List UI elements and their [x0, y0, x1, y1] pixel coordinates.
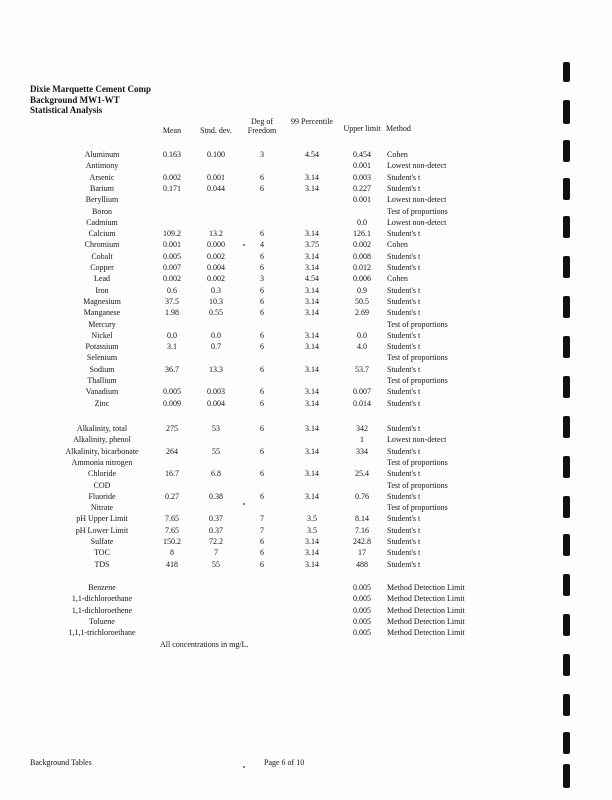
- std-dev-value: 0.001: [207, 172, 225, 182]
- substance-name: Manganese: [83, 308, 121, 318]
- table-row: [0, 161, 612, 172]
- upper-limit-value: 334: [356, 446, 368, 456]
- percentile-value: 4.54: [305, 274, 319, 284]
- mean-value: 275: [166, 424, 178, 433]
- substance-name: 1,1-dichloroethane: [71, 594, 133, 604]
- substance-name: Cobalt: [91, 251, 113, 261]
- upper-limit-value: 0.0: [357, 330, 367, 340]
- upper-limit-value: 0.005: [353, 628, 371, 638]
- substance-name: Zinc: [94, 398, 110, 408]
- percentile-value: 3.14: [305, 559, 319, 569]
- mean-value: 418: [166, 559, 178, 569]
- method-value: Cohen: [387, 240, 408, 250]
- mean-value: 7.65: [165, 525, 179, 535]
- substance-name: Nitrate: [90, 503, 114, 513]
- std-dev-value: 0.002: [207, 274, 225, 284]
- upper-limit-value: 2.69: [355, 308, 369, 318]
- document-header: [30, 84, 151, 116]
- percentile-value: 3.14: [305, 308, 319, 318]
- percentile-value: 3.14: [305, 296, 319, 306]
- footer-label: Background Tables: [30, 758, 92, 767]
- table-row: [0, 469, 612, 480]
- mean-value: 0.6: [167, 285, 177, 295]
- percentile-value: 3.75: [305, 240, 319, 250]
- table-row: [0, 617, 612, 628]
- method-value: Method Detection Limit: [387, 605, 465, 615]
- mean-value: 0.0: [167, 330, 177, 340]
- method-value: Method Detection Limit: [387, 594, 465, 604]
- substance-name: Chloride: [88, 469, 116, 479]
- std-dev-value: 0.55: [209, 308, 223, 318]
- upper-limit-value: 50.5: [355, 296, 369, 306]
- punch-mark: [563, 654, 570, 676]
- substance-name: Arsenic: [89, 172, 115, 182]
- percentile-value: 3.14: [305, 330, 319, 340]
- method-value: Test of proportions: [387, 206, 448, 216]
- table-row: [0, 594, 612, 605]
- col-dof: Deg of Freedom: [247, 117, 277, 135]
- method-value: Method Detection Limit: [387, 583, 465, 592]
- degrees-freedom-value: 3: [260, 274, 264, 284]
- upper-limit-value: 0.008: [353, 251, 371, 261]
- upper-limit-value: 242.8: [353, 537, 371, 546]
- upper-limit-value: 0.76: [355, 491, 369, 501]
- method-value: Student's t: [387, 525, 421, 535]
- table-row: [0, 184, 612, 195]
- upper-limit-value: 0.005: [353, 605, 371, 615]
- degrees-freedom-value: 6: [260, 446, 264, 456]
- substance-name: Fluoride: [88, 491, 116, 501]
- degrees-freedom-value: 6: [260, 424, 264, 433]
- substance-name: Ammonia nitrogen: [71, 457, 133, 467]
- method-value: Student's t: [387, 308, 421, 318]
- units-note: All concentrations in mg/L.: [160, 640, 249, 649]
- table-row: [0, 207, 612, 218]
- std-dev-value: 10.3: [209, 296, 223, 306]
- upper-limit-value: 0.227: [353, 183, 371, 193]
- substance-name: COD: [93, 480, 111, 490]
- method-value: Student's t: [387, 491, 421, 501]
- upper-limit-value: 17: [358, 548, 366, 558]
- table-row: [0, 173, 612, 184]
- std-dev-value: 0.004: [207, 398, 225, 408]
- mean-value: 8: [170, 548, 174, 558]
- upper-limit-value: 0.454: [353, 150, 371, 159]
- method-value: Lowest non-detect: [387, 217, 447, 227]
- upper-limit-value: 25.4: [355, 469, 369, 479]
- mean-value: 0.009: [163, 398, 181, 408]
- upper-limit-value: 126.1: [353, 229, 371, 239]
- mean-value: 37.5: [165, 296, 179, 306]
- method-value: Student's t: [387, 398, 421, 408]
- mean-value: 0.163: [163, 150, 181, 159]
- substance-name: Boron: [92, 206, 112, 216]
- table-row: [0, 526, 612, 537]
- degrees-freedom-value: 6: [260, 559, 264, 569]
- degrees-freedom-value: 6: [260, 183, 264, 193]
- method-value: Student's t: [387, 387, 421, 397]
- table-row: [0, 387, 612, 398]
- substance-name: Lead: [94, 274, 110, 284]
- table-row: [0, 399, 612, 410]
- std-dev-value: 0.100: [207, 150, 225, 159]
- percentile-value: 3.14: [305, 364, 319, 374]
- punch-mark: [563, 764, 570, 788]
- substance-name: Vanadium: [85, 387, 119, 397]
- upper-limit-value: 0.0: [357, 217, 367, 227]
- method-value: Test of proportions: [387, 353, 448, 363]
- substance-name: 1,1,1-trichloroethane: [68, 628, 136, 638]
- degrees-freedom-value: 7: [260, 525, 264, 535]
- std-dev-value: 7: [214, 548, 218, 558]
- method-value: Cohen: [387, 150, 408, 159]
- upper-limit-value: 0.9: [357, 285, 367, 295]
- substance-name: Magnesium: [83, 296, 121, 306]
- table-row: [0, 308, 612, 319]
- table-row: [0, 376, 612, 387]
- degrees-freedom-value: 3: [260, 150, 264, 159]
- mean-value: 150.2: [163, 537, 181, 546]
- table-row: [0, 424, 612, 435]
- mean-value: 0.002: [163, 172, 181, 182]
- table-row: [0, 274, 612, 285]
- upper-limit-value: 53.7: [355, 364, 369, 374]
- table-row: [0, 447, 612, 458]
- substance-name: Copper: [90, 263, 114, 272]
- std-dev-value: 0.37: [209, 525, 223, 535]
- table-row: [0, 195, 612, 206]
- percentile-value: 3.14: [305, 491, 319, 501]
- percentile-value: 3.14: [305, 263, 319, 272]
- method-value: Cohen: [387, 274, 408, 284]
- substance-name: 1,1-dichloroethene: [71, 605, 133, 615]
- method-value: Lowest non-detect: [387, 195, 447, 205]
- punch-mark: [563, 336, 570, 358]
- table-row: [0, 583, 612, 594]
- substance-name: Selenium: [86, 353, 118, 363]
- page-number: Page 6 of 10: [264, 758, 305, 767]
- mean-value: 0.005: [163, 251, 181, 261]
- method-value: Test of proportions: [387, 480, 448, 490]
- table-row: [0, 331, 612, 342]
- table-row: [0, 297, 612, 308]
- table-row: [0, 263, 612, 274]
- table-row: [0, 503, 612, 514]
- substance-name: Iron: [95, 285, 109, 295]
- degrees-freedom-value: 6: [260, 330, 264, 340]
- table-row: [0, 252, 612, 263]
- substance-name: Alkalinity, bicarbonate: [65, 446, 139, 456]
- percentile-value: 3.14: [305, 537, 319, 546]
- substance-name: Potassium: [85, 342, 119, 352]
- substance-name: Beryllium: [85, 195, 119, 205]
- method-value: Student's t: [387, 229, 421, 239]
- upper-limit-value: 0.012: [353, 263, 371, 272]
- method-value: Student's t: [387, 548, 421, 558]
- punch-mark: [563, 496, 570, 518]
- degrees-freedom-value: 6: [260, 172, 264, 182]
- mean-value: 0.005: [163, 387, 181, 397]
- substance-name: Sodium: [89, 364, 115, 374]
- header-well: Background MW1-WT: [30, 94, 120, 105]
- method-value: Student's t: [387, 514, 421, 524]
- degrees-freedom-value: 6: [260, 387, 264, 397]
- table-row: [0, 365, 612, 376]
- punch-mark: [563, 694, 570, 716]
- punch-mark: [563, 614, 570, 636]
- degrees-freedom-value: 6: [260, 491, 264, 501]
- method-value: Student's t: [387, 364, 421, 374]
- method-value: Student's t: [387, 469, 421, 479]
- upper-limit-value: 0.002: [353, 240, 371, 250]
- table-row: [0, 435, 612, 446]
- degrees-freedom-value: 6: [260, 251, 264, 261]
- col-upper-limit: Upper limit: [343, 124, 381, 133]
- method-value: Student's t: [387, 424, 421, 433]
- mean-value: 3.1: [167, 342, 177, 352]
- mean-value: 109.2: [163, 229, 181, 239]
- substance-name: pH Upper Limit: [76, 514, 128, 524]
- mean-value: 0.002: [163, 274, 181, 284]
- scan-speck: [243, 244, 245, 246]
- std-dev-value: 55: [212, 559, 220, 569]
- method-value: Student's t: [387, 446, 421, 456]
- method-value: Test of proportions: [387, 376, 448, 385]
- method-value: Lowest non-detect: [387, 161, 447, 171]
- punch-mark: [563, 534, 570, 556]
- method-value: Student's t: [387, 559, 421, 569]
- table-row: [0, 560, 612, 571]
- substance-name: Barium: [90, 183, 114, 193]
- table-row: [0, 240, 612, 251]
- table-row: [0, 150, 612, 161]
- substance-name: Chromium: [84, 240, 120, 250]
- upper-limit-value: 0.007: [353, 387, 371, 397]
- table-row: [0, 320, 612, 331]
- std-dev-value: 13.2: [209, 229, 223, 239]
- method-value: Student's t: [387, 183, 421, 193]
- scan-speck: [243, 503, 245, 505]
- percentile-value: 3.14: [305, 229, 319, 239]
- substance-name: Cadmium: [86, 217, 118, 227]
- punch-mark: [563, 178, 570, 200]
- degrees-freedom-value: 6: [260, 537, 264, 546]
- punch-mark: [563, 296, 570, 318]
- upper-limit-value: 4.0: [357, 342, 367, 352]
- std-dev-value: 0.003: [207, 387, 225, 397]
- mean-value: 36.7: [165, 364, 179, 374]
- std-dev-value: 53: [212, 424, 220, 433]
- percentile-value: 3.14: [305, 183, 319, 193]
- std-dev-value: 0.38: [209, 491, 223, 501]
- substance-name: Mercury: [88, 319, 116, 329]
- punch-mark: [563, 376, 570, 398]
- mean-value: 0.171: [163, 183, 181, 193]
- upper-limit-value: 342: [356, 424, 368, 433]
- mean-value: 0.001: [163, 240, 181, 250]
- method-value: Student's t: [387, 263, 421, 272]
- std-dev-value: 0.002: [207, 251, 225, 261]
- degrees-freedom-value: 6: [260, 308, 264, 318]
- method-value: Lowest non-detect: [387, 435, 447, 445]
- method-value: Student's t: [387, 172, 421, 182]
- upper-limit-value: 0.005: [353, 594, 371, 604]
- table-row: [0, 628, 612, 639]
- percentile-value: 3.14: [305, 548, 319, 558]
- table-row: [0, 286, 612, 297]
- percentile-value: 3.14: [305, 398, 319, 408]
- method-value: Method Detection Limit: [387, 616, 465, 626]
- degrees-freedom-value: 6: [260, 364, 264, 374]
- std-dev-value: 0.000: [207, 240, 225, 250]
- substance-name: TDS: [94, 559, 110, 569]
- punch-mark: [563, 574, 570, 596]
- method-value: Test of proportions: [387, 457, 448, 467]
- degrees-freedom-value: 6: [260, 398, 264, 408]
- std-dev-value: 0.7: [211, 342, 221, 352]
- table-row: [0, 492, 612, 503]
- table-row: [0, 229, 612, 240]
- table-row: [0, 218, 612, 229]
- std-dev-value: 0.37: [209, 514, 223, 524]
- method-value: Student's t: [387, 285, 421, 295]
- mean-value: 7.65: [165, 514, 179, 524]
- mean-value: 16.7: [165, 469, 179, 479]
- upper-limit-value: 0.014: [353, 398, 371, 408]
- substance-name: Nickel: [91, 330, 113, 340]
- punch-mark: [563, 732, 570, 754]
- table-row: [0, 458, 612, 469]
- punch-mark: [563, 62, 570, 82]
- punch-mark: [563, 416, 570, 438]
- method-value: Student's t: [387, 342, 421, 352]
- method-value: Student's t: [387, 330, 421, 340]
- degrees-freedom-value: 6: [260, 229, 264, 239]
- degrees-freedom-value: 6: [260, 342, 264, 352]
- upper-limit-value: 488: [356, 559, 368, 569]
- substance-name: Calcium: [88, 229, 116, 239]
- table-row: [0, 481, 612, 492]
- percentile-value: 3.5: [307, 514, 317, 524]
- col-mean: Mean: [162, 126, 182, 135]
- substance-name: Benzene: [88, 583, 116, 592]
- substance-name: Thallium: [87, 376, 117, 385]
- punch-mark: [563, 140, 570, 162]
- upper-limit-value: 0.001: [353, 161, 371, 171]
- percentile-value: 4.54: [305, 150, 319, 159]
- std-dev-value: 6.8: [211, 469, 221, 479]
- std-dev-value: 13.3: [209, 364, 223, 374]
- percentile-value: 3.14: [305, 469, 319, 479]
- method-value: Test of proportions: [387, 503, 448, 513]
- method-value: Test of proportions: [387, 319, 448, 329]
- upper-limit-value: 0.001: [353, 195, 371, 205]
- degrees-freedom-value: 4: [260, 240, 264, 250]
- substance-name: pH Lower Limit: [75, 525, 129, 535]
- table-row: [0, 537, 612, 548]
- percentile-value: 3.14: [305, 285, 319, 295]
- degrees-freedom-value: 6: [260, 296, 264, 306]
- std-dev-value: 55: [212, 446, 220, 456]
- scan-speck: [243, 766, 245, 768]
- percentile-value: 3.14: [305, 342, 319, 352]
- substance-name: Alkalinity, phenol: [73, 435, 131, 445]
- table-row: [0, 606, 612, 617]
- method-value: Method Detection Limit: [387, 628, 465, 638]
- table-row: [0, 548, 612, 559]
- percentile-value: 3.14: [305, 446, 319, 456]
- upper-limit-value: 7.16: [355, 525, 369, 535]
- upper-limit-value: 0.006: [353, 274, 371, 284]
- col-std: Stnd. dev.: [200, 126, 232, 135]
- method-value: Student's t: [387, 251, 421, 261]
- upper-limit-value: 0.003: [353, 172, 371, 182]
- std-dev-value: 0.004: [207, 263, 225, 272]
- mean-value: 264: [166, 446, 178, 456]
- punch-mark: [563, 100, 570, 124]
- substance-name: Toluene: [89, 616, 115, 626]
- percentile-value: 3.5: [307, 525, 317, 535]
- table-row: [0, 342, 612, 353]
- degrees-freedom-value: 6: [260, 548, 264, 558]
- table-row: [0, 353, 612, 364]
- substance-name: TOC: [94, 548, 110, 558]
- punch-mark: [563, 456, 570, 478]
- substance-name: Alkalinity, total: [76, 424, 128, 433]
- header-site: Dixie Marquette Cement Comp: [30, 84, 152, 94]
- mean-value: 0.007: [163, 263, 181, 272]
- col-percentile: 99 Percentile: [291, 117, 333, 126]
- std-dev-value: 0.3: [211, 285, 221, 295]
- percentile-value: 3.14: [305, 251, 319, 261]
- upper-limit-value: 8.14: [355, 514, 369, 524]
- punch-mark: [563, 256, 570, 278]
- punch-mark: [563, 216, 570, 238]
- degrees-freedom-value: 6: [260, 469, 264, 479]
- degrees-freedom-value: 7: [260, 514, 264, 524]
- percentile-value: 3.14: [305, 172, 319, 182]
- table-row: [0, 514, 612, 525]
- substance-name: Aluminum: [84, 150, 120, 159]
- mean-value: 0.27: [165, 491, 179, 501]
- method-value: Student's t: [387, 537, 421, 546]
- mean-value: 1.98: [165, 308, 179, 318]
- degrees-freedom-value: 6: [260, 285, 264, 295]
- std-dev-value: 72.2: [209, 537, 223, 546]
- upper-limit-value: 1: [360, 435, 364, 445]
- substance-name: Sulfate: [90, 537, 114, 546]
- header-analysis: Statistical Analysis: [30, 105, 103, 115]
- method-value: Student's t: [387, 296, 421, 306]
- col-method: Method: [386, 124, 411, 133]
- percentile-value: 3.14: [305, 387, 319, 397]
- upper-limit-value: 0.005: [353, 583, 371, 592]
- degrees-freedom-value: 6: [260, 263, 264, 272]
- upper-limit-value: 0.005: [353, 616, 371, 626]
- percentile-value: 3.14: [305, 424, 319, 433]
- std-dev-value: 0.044: [207, 183, 225, 193]
- substance-name: Antimony: [85, 161, 119, 171]
- std-dev-value: 0.0: [211, 330, 221, 340]
